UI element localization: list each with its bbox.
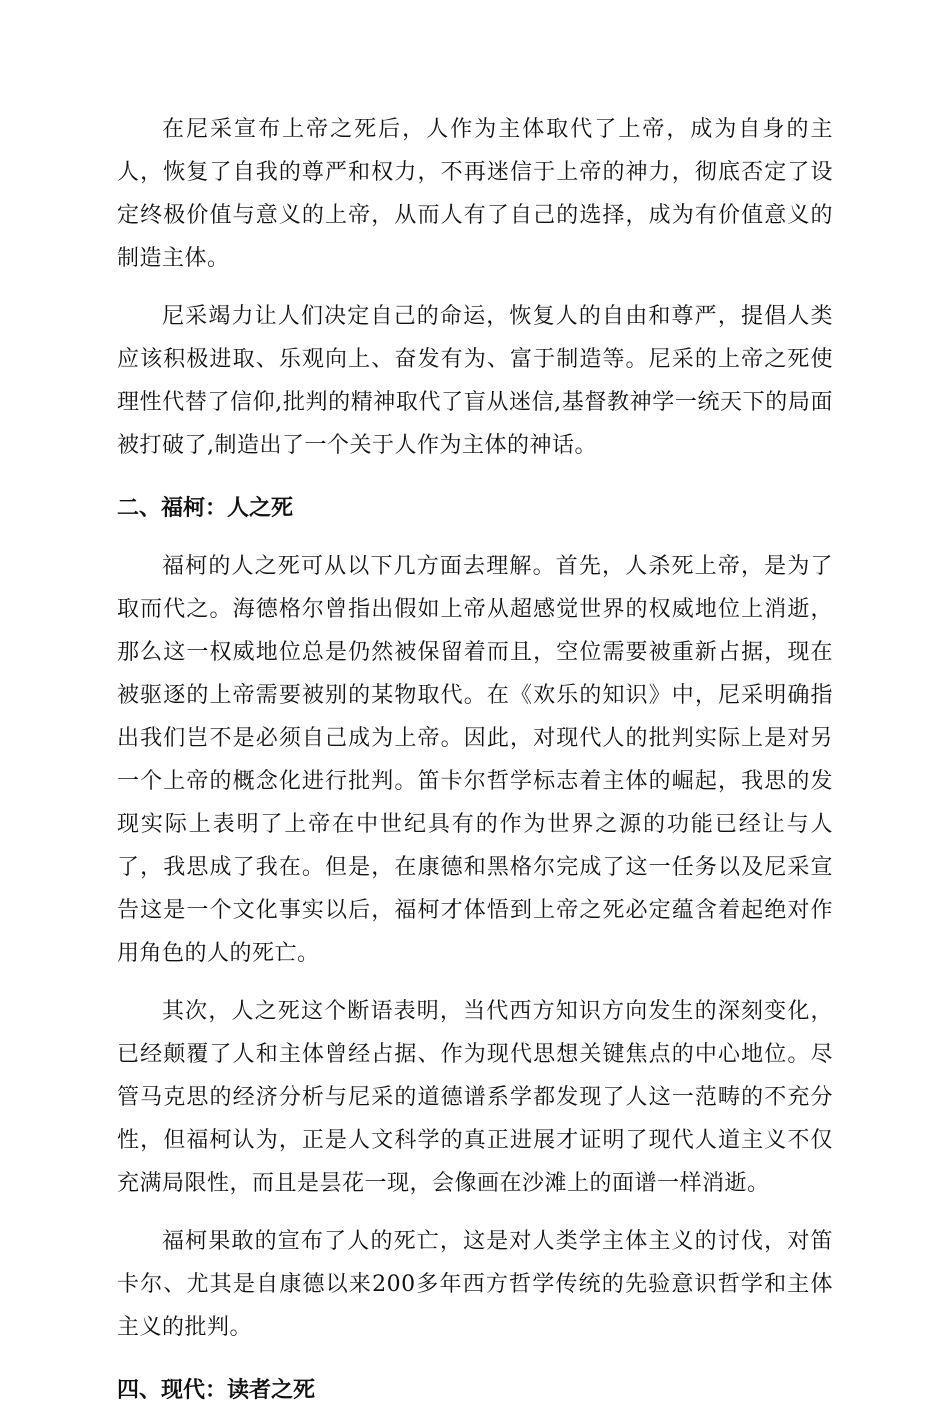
paragraph: 尼采竭力让人们决定自己的命运，恢复人的自由和尊严，提倡人类应该积极进取、乐观向上、奋发有为、富于制造等。尼采的上帝之死使理性代替了信仰,批判的精神取代了盲从迷信,基督教神学一统天下的局面被打破了,制造出了一个关于人作为主体的神话。 <box>117 304 833 458</box>
paragraph: 福柯果敢的宣布了人的死亡，这是对人类学主体主义的讨伐，对笛卡尔、尤其是自康德以来200多年西方哲学传统的先验意识哲学和主体主义的批判。 <box>117 1229 833 1340</box>
section-heading: 二、福柯：人之死 <box>117 496 294 521</box>
section-heading: 四、现代：读者之死 <box>117 1378 316 1403</box>
paragraph: 在尼采宣布上帝之死后，人作为主体取代了上帝，成为自身的主人，恢复了自我的尊严和权力，不再迷信于上帝的神力，彻底否定了设定终极价值与意义的上帝，从而人有了自己的选择，成为有价值意义的制造主体。 <box>117 117 833 271</box>
paragraph: 福柯的人之死可从以下几方面去理解。首先，人杀死上帝，是为了取而代之。海德格尔曾指出假如上帝从超感觉世界的权威地位上消逝，那么这一权威地位总是仍然被保留着而且，空位需要被重新占据，现在被驱逐的上帝需要被别的某物取代。在《欢乐的知识》中，尼采明确指出我们岂不是必须自己成为上帝。因此，对现代人的批判实际上是对另一个上帝的概念化进行批判。笛卡尔哲学标志着主体的崛起，我思的发现实际上表明了上帝在中世纪具有的作为世界之源的功能已经让与人了，我思成了我在。但是，在康德和黑格尔完成了这一任务以及尼采宣告这是一个文化事实以后，福柯才体悟到上帝之死必定蕴含着起绝对作用角色的人的死亡。 <box>117 554 833 966</box>
paragraph: 其次，人之死这个断语表明，当代西方知识方向发生的深刻变化，已经颠覆了人和主体曾经占据、作为现代思想关键焦点的中心地位。尽管马克思的经济分析与尼采的道德谱系学都发现了人这一范畴的不充分性，但福柯认为，正是人文科学的真正进展才证明了现代人道主义不仅充满局限性，而且是昙花一现，会像画在沙滩上的面谱一样消逝。 <box>117 999 833 1196</box>
